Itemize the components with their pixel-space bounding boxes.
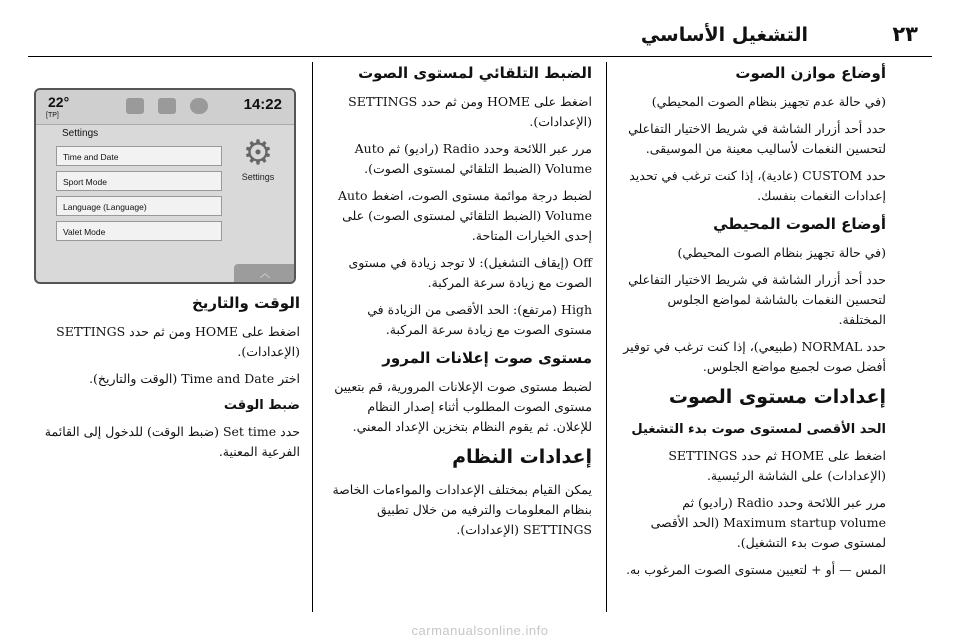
paragraph: لضبط مستوى صوت الإعلانات المرورية، قم بتعيين مستوى الصوت المطلوب أثناء إصدار النظام للإعلان. ثم يقوم النظام بتخزين الإعداد المعني. <box>334 379 592 434</box>
paragraph: اضغط على HOME ثم حدد SETTINGS (الإعدادات) على الشاشة الرئيسية. <box>668 448 886 483</box>
heading-system-settings: إعدادات النظام <box>452 446 592 468</box>
heading-max-startup: الحد الأقصى لمستوى صوت بدء التشغيل <box>631 422 886 437</box>
column-divider-left <box>312 62 313 612</box>
heading-traffic-volume: مستوى صوت إعلانات المرور <box>382 349 592 367</box>
watermark: carmanualsonline.info <box>411 623 549 638</box>
menu-item-language: Language (Language) <box>56 196 222 216</box>
chevron-up-icon: ︿ <box>260 269 270 280</box>
paragraph: حدد أحد أزرار الشاشة في شريط الاختيار التفاعلي لتحسين النغمات بالشاشة لمواضع الجلوس المختلفة. <box>628 272 886 327</box>
menu-item-valet-mode: Valet Mode <box>56 221 222 241</box>
paragraph: High (مرتفع): الحد الأقصى من الزيادة في مستوى الصوت مع زيادة سرعة المركبة. <box>367 302 592 337</box>
heading-set-time: ضبط الوقت <box>223 398 300 413</box>
page-header <box>0 0 960 56</box>
phone-icon <box>158 98 176 114</box>
screen-tp-label: [TP] <box>46 112 59 119</box>
heading-volume-settings: إعدادات مستوى الصوت <box>668 386 886 408</box>
heading-auto-volume: الضبط التلقائي لمستوى الصوت <box>358 64 592 82</box>
settings-side-label: Settings <box>241 172 275 182</box>
paragraph: حدد CUSTOM (عادية)، إذا كنت ترغب في تحديد إعدادات النغمات بنفسك. <box>629 168 886 203</box>
column-divider-right <box>606 62 607 612</box>
heading-time-date: الوقت والتاريخ <box>191 294 300 312</box>
paragraph: مرر عبر اللائحة وحدد Radio (راديو) ثم Auto Volume (الضبط التلقائي لمستوى الصوت). <box>354 141 592 176</box>
home-icon <box>126 98 144 114</box>
heading-surround: أوضاع الصوت المحيطي <box>713 215 886 233</box>
paragraph: حدد أحد أزرار الشاشة في شريط الاختيار التفاعلي لتحسين النغمات لأساليب معينة من الموسيقى. <box>628 121 886 156</box>
page-number: ٢٣ <box>892 22 918 46</box>
screen-clock: 14:22 <box>243 96 282 113</box>
menu-item-time-date: Time and Date <box>56 146 222 166</box>
paragraph: مرر عبر اللائحة وحدد Radio (راديو) ثم Maximum startup volume (الحد الأقصى لمستوى صوت بدء التشغيل). <box>650 495 886 550</box>
paragraph: اختر Time and Date (الوقت والتاريخ). <box>89 371 300 386</box>
paragraph: يمكن القيام بمختلف الإعدادات والمواءمات الخاصة بنظام المعلومات والترفيه من خلال تطبيق SETTINGS (الإعدادات). <box>332 482 592 537</box>
paragraph: المس — أو + لتعيين مستوى الصوت المرغوب به. <box>626 562 886 577</box>
paragraph: لضبط درجة موائمة مستوى الصوت، اضغط Auto Volume (الضبط التلقائي لمستوى الصوت) على إحدى الخيارات المتاحة. <box>337 188 592 243</box>
paragraph: اضغط على HOME ومن ثم حدد SETTINGS (الإعدادات). <box>348 94 592 129</box>
screen-temperature: 22° <box>48 94 70 110</box>
paragraph: اضغط على HOME ومن ثم حدد SETTINGS (الإعدادات). <box>56 324 300 359</box>
infotainment-screen-image <box>34 88 296 284</box>
column-middle <box>326 62 592 547</box>
paragraph: Off (إيقاف التشغيل): لا توجد زيادة في مستوى الصوت مع زيادة سرعة المركبة. <box>348 255 592 290</box>
screen-status-bar <box>36 90 294 125</box>
header-rule <box>28 56 932 57</box>
screen-settings-menu <box>56 146 222 246</box>
column-right <box>620 62 886 587</box>
gear-icon: ⚙ <box>242 134 274 172</box>
paragraph: (في حالة عدم تجهيز بنظام الصوت المحيطي) <box>651 94 886 109</box>
paragraph: حدد NORMAL (طبيعي)، إذا كنت ترغب في توفير أفضل صوت لجميع مواضع الجلوس. <box>623 339 886 374</box>
column-left <box>34 292 300 469</box>
media-icon <box>190 98 208 114</box>
paragraph: (في حالة تجهيز بنظام الصوت المحيطي) <box>677 245 886 260</box>
page-title: التشغيل الأساسي <box>640 24 808 46</box>
paragraph: حدد Set time (ضبط الوقت) للدخول إلى القائمة الفرعية المعنية. <box>44 424 300 459</box>
heading-equalizer: أوضاع موازن الصوت <box>735 64 886 82</box>
screen-settings-heading: Settings <box>62 128 99 139</box>
settings-side-panel <box>234 134 282 194</box>
menu-item-sport-mode: Sport Mode <box>56 171 222 191</box>
